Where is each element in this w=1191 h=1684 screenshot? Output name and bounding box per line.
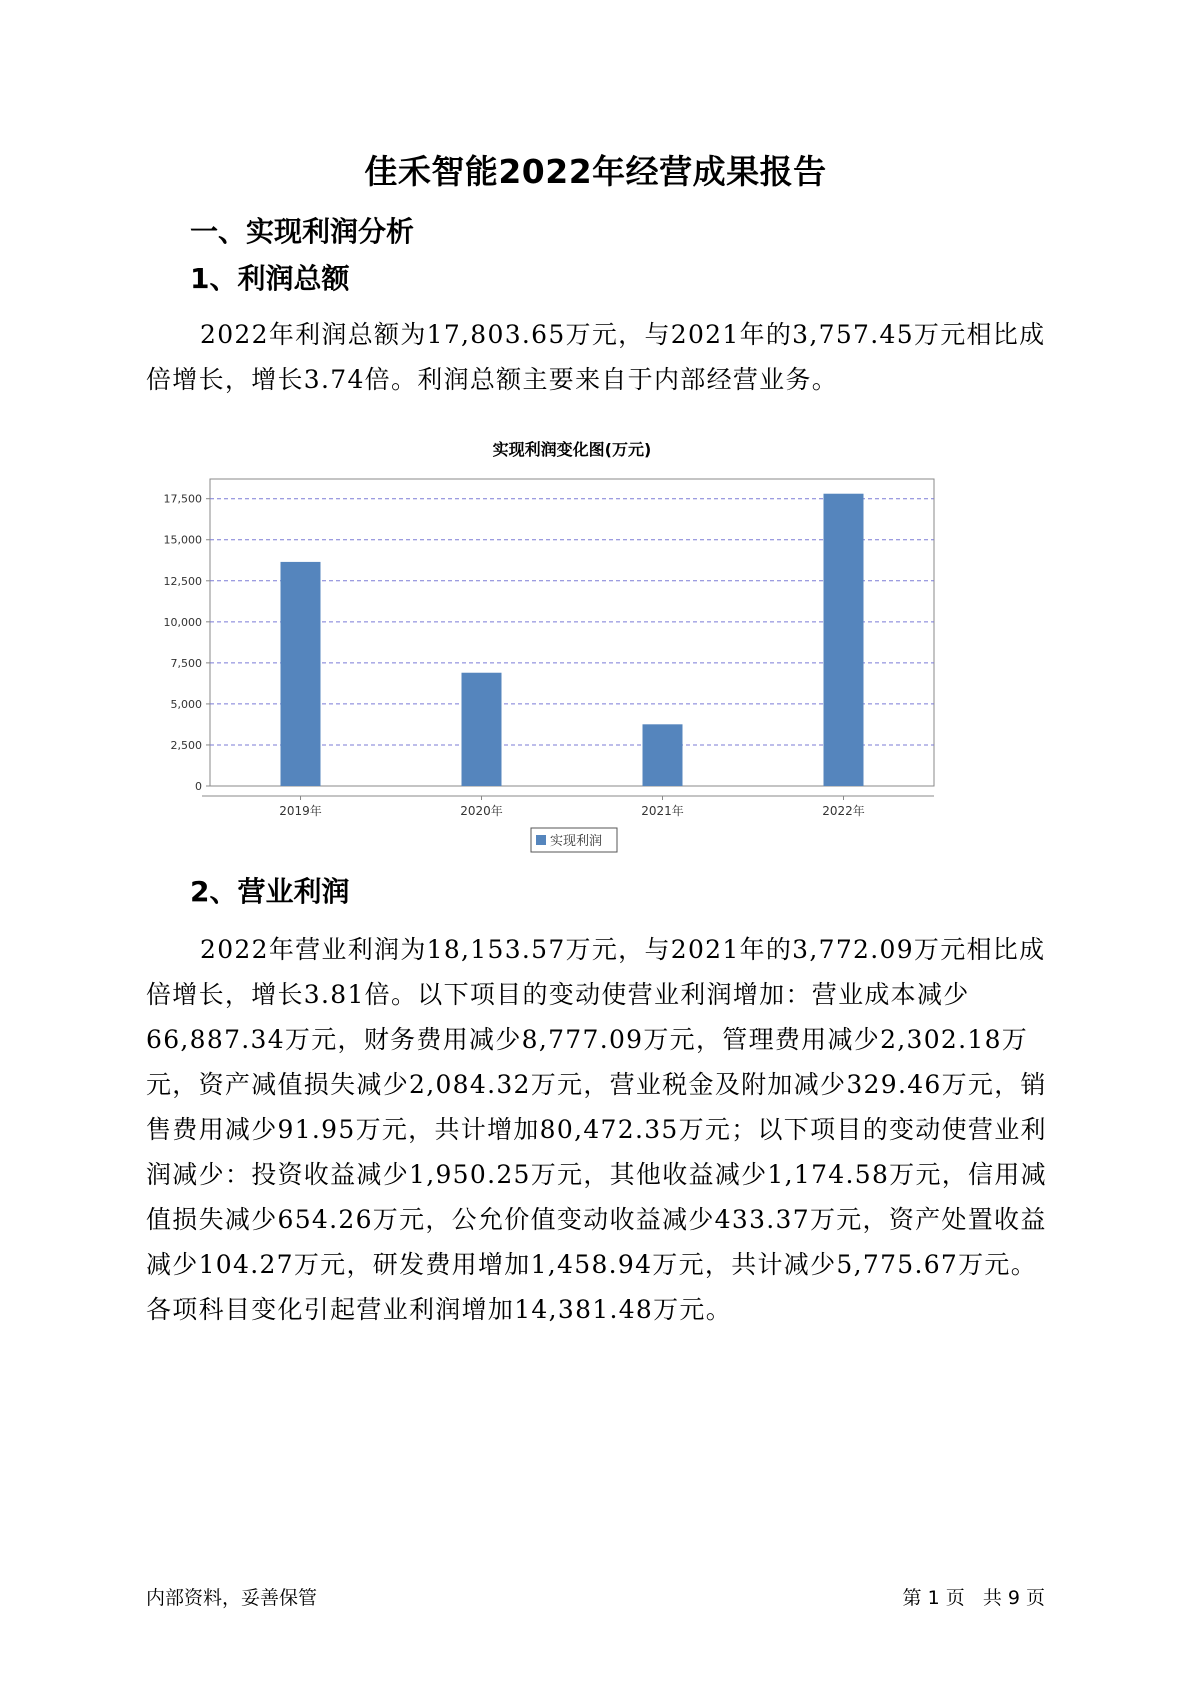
subsection-heading-operating-profit: 2、营业利润 xyxy=(190,875,350,908)
y-tick-label: 10,000 xyxy=(163,615,202,629)
legend-swatch xyxy=(536,835,546,845)
chart-title: 实现利润变化图(万元) xyxy=(492,440,652,459)
subsection-heading-total-profit: 1、利润总额 xyxy=(190,262,350,295)
y-tick-label: 7,500 xyxy=(170,656,202,670)
profit-bar-chart xyxy=(146,440,1046,911)
chart-content xyxy=(164,440,935,852)
bar-2019年 xyxy=(281,562,321,786)
paragraph-operating-profit: 2022年营业利润为18,153.57万元，与2021年的3,772.09万元相比成倍增长，增长3.81倍。以下项目的变动使营业利润增加：营业成本减少66,887.34万元，财务费用减少8,777.09万元，管理费用减少2,302.18万元，资产减值损失减少2,084.32万元，营业税金及附加减少329.46万元，销售费用减少91.95万元，共计增加80,472.35万元；以下项目的变动使营业利润减少：投资收益减少1,950.25万元，其他收益减少1,174.58万元，信用减值损失减少654.26万元，公允价值变动收益减少433.37万元，资产处置收益减少104.27万元，研发费用增加1,458.94万元，共计减少5,775.67万元。各项科目变化引起营业利润增加14,381.48万元。 xyxy=(146,935,1047,1324)
paragraph-total-profit: 2022年利润总额为17,803.65万元，与2021年的3,757.45万元相比成倍增长，增长3.74倍。利润总额主要来自于内部经营业务。 xyxy=(146,320,1046,394)
y-tick-label: 0 xyxy=(195,780,202,793)
x-tick-label: 2019年 xyxy=(279,804,322,818)
page-title: 佳禾智能2022年经营成果报告 xyxy=(364,152,827,191)
bar-2022年 xyxy=(824,494,864,786)
footer-confidential-note: 内部资料，妥善保管 xyxy=(146,1587,318,1609)
x-tick-label: 2020年 xyxy=(460,804,503,818)
legend-label: 实现利润 xyxy=(550,834,603,849)
bar-2021年 xyxy=(643,724,683,786)
y-tick-label: 12,500 xyxy=(163,574,202,588)
y-tick-label: 15,000 xyxy=(163,533,202,547)
y-tick-label: 2,500 xyxy=(170,738,202,752)
y-tick-label: 17,500 xyxy=(163,492,202,506)
x-tick-label: 2022年 xyxy=(822,804,865,818)
section-heading-profit-analysis: 一、实现利润分析 xyxy=(190,215,415,248)
chart-svg xyxy=(146,440,1046,911)
footer-page-number: 第 1 页 共 9 页 xyxy=(902,1587,1045,1609)
bar-2020年 xyxy=(462,673,502,786)
x-tick-label: 2021年 xyxy=(641,804,684,818)
y-tick-label: 5,000 xyxy=(170,697,202,711)
